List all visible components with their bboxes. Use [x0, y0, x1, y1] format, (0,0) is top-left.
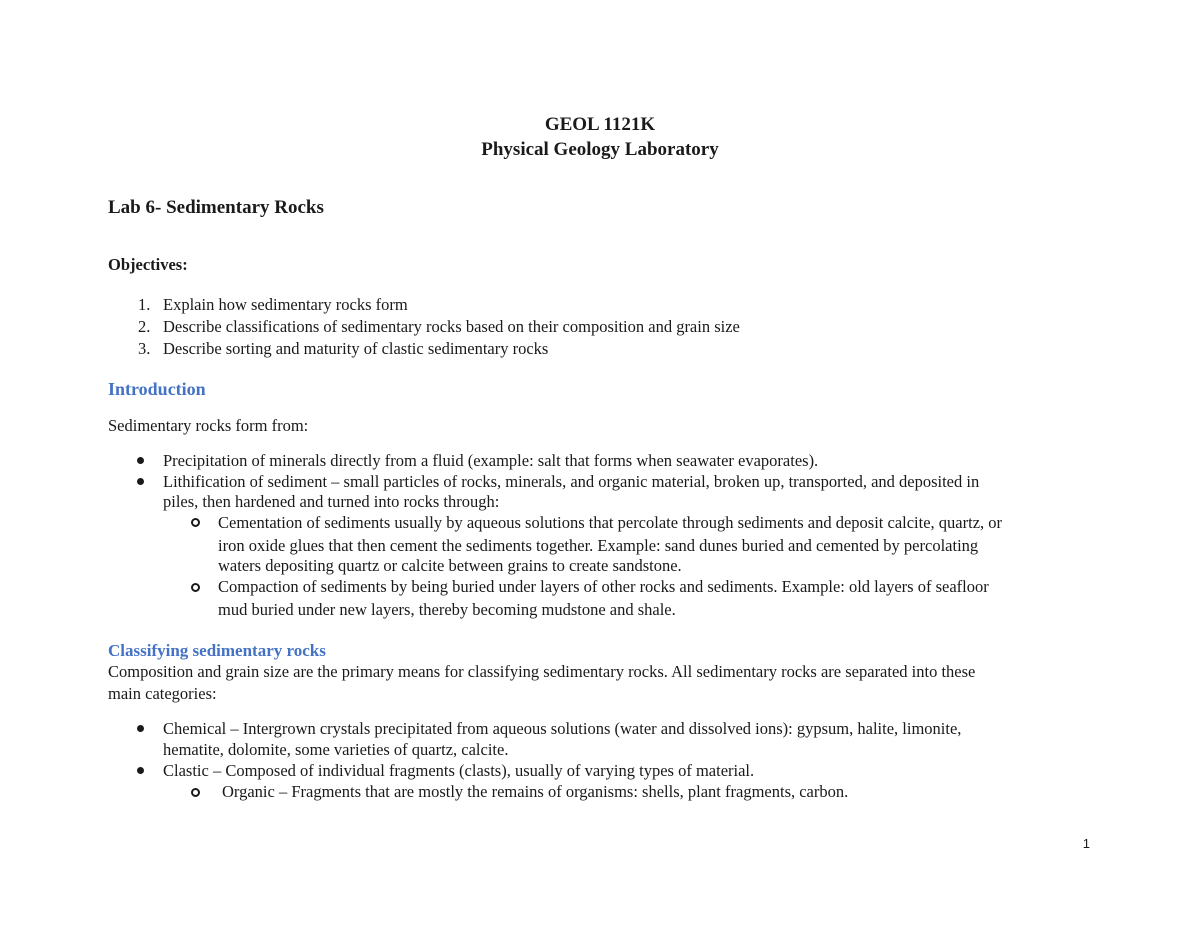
intro-bullet-precipitation: Precipitation of minerals directly from a fluid (example: salt that forms when seawater evaporates). [163, 451, 819, 470]
course-name: Physical Geology Laboratory [481, 139, 719, 160]
hollow-bullet-icon [191, 788, 200, 797]
objective-item-2: Describe classifications of sedimentary rocks based on their composition and grain size [163, 317, 740, 336]
intro-sub-cementation-line3: waters depositing quartz or calcite between grains to create sandstone. [218, 556, 682, 575]
objective-number-2: 2. [138, 317, 151, 336]
classifying-sub-organic: Organic – Fragments that are mostly the remains of organisms: shells, plant fragments, carbon. [222, 782, 849, 801]
bullet-icon [137, 457, 144, 464]
page-number: 1 [1082, 836, 1090, 851]
course-code: GEOL 1121K [544, 114, 656, 135]
introduction-lead: Sedimentary rocks form from: [108, 416, 309, 435]
objective-item-1: Explain how sedimentary rocks form [163, 295, 408, 314]
classifying-paragraph-line2: main categories: [108, 684, 217, 703]
classifying-heading: Classifying sedimentary rocks [108, 641, 326, 660]
intro-sub-compaction-line1: Compaction of sediments by being buried under layers of other rocks and sediments. Example: old layers of seafloor [218, 577, 989, 596]
bullet-icon [137, 478, 144, 485]
intro-sub-cementation-line2: iron oxide glues that then cement the sediments together. Example: sand dunes buried and cemented by percolating [218, 536, 979, 555]
objectives-heading: Objectives: [108, 255, 188, 274]
objective-number-1: 1. [138, 295, 151, 314]
intro-bullet-lithification-line1: Lithification of sediment – small particles of rocks, minerals, and organic material, broken up, transported, and deposited in [163, 472, 980, 491]
document-header [0, 112, 1200, 162]
hollow-bullet-icon [191, 583, 200, 592]
hollow-bullet-icon [191, 518, 200, 527]
intro-sub-cementation-line1: Cementation of sediments usually by aqueous solutions that percolate through sediments and deposit calcite, quartz, or [218, 513, 1003, 532]
classifying-bullet-clastic: Clastic – Composed of individual fragments (clasts), usually of varying types of material. [163, 761, 755, 780]
intro-sub-compaction-line2: mud buried under new layers, thereby becoming mudstone and shale. [218, 600, 676, 619]
bullet-icon [137, 767, 144, 774]
classifying-paragraph-line1: Composition and grain size are the primary means for classifying sedimentary rocks. All sedimentary rocks are separated into these [108, 662, 976, 681]
lab-title: Lab 6- Sedimentary Rocks [108, 197, 324, 218]
bullet-icon [137, 725, 144, 732]
intro-bullet-lithification-line2: piles, then hardened and turned into rocks through: [163, 492, 500, 511]
introduction-heading: Introduction [108, 379, 206, 399]
classifying-bullet-chemical-line1: Chemical – Intergrown crystals precipitated from aqueous solutions (water and dissolved ions): gypsum, halite, limonite, [163, 719, 962, 738]
objective-item-3: Describe sorting and maturity of clastic sedimentary rocks [163, 339, 549, 358]
classifying-bullet-chemical-line2: hematite, dolomite, some varieties of quartz, calcite. [163, 740, 509, 759]
objective-number-3: 3. [138, 339, 151, 358]
